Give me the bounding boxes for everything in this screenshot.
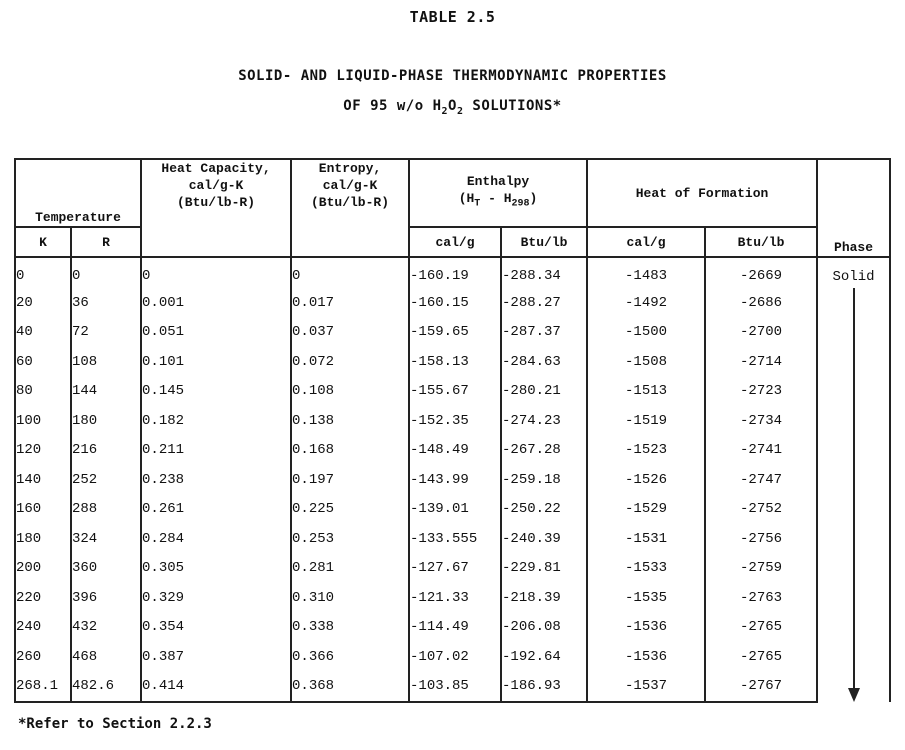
enth-mid: - H	[480, 191, 512, 207]
table-row	[15, 318, 890, 348]
title-sub1: 2	[441, 105, 449, 117]
table-row	[15, 465, 890, 495]
cell-hof-btu: -2767	[705, 672, 817, 703]
cell-enthalpy-btu: -288.27	[501, 288, 587, 318]
cell-k: 120	[15, 436, 71, 466]
cell-heat-capacity: 0.354	[141, 613, 291, 643]
cell-enthalpy-btu: -267.28	[501, 436, 587, 466]
table-body	[15, 257, 890, 702]
phase-label: Solid	[832, 269, 875, 285]
table-title-line1: SOLID- AND LIQUID-PHASE THERMODYNAMIC PROPERTIES	[238, 68, 667, 84]
enthalpy-header-line2	[410, 190, 586, 213]
cell-enthalpy-cal: -139.01	[409, 495, 501, 525]
cell-entropy: 0	[291, 257, 409, 288]
cell-r: 396	[71, 583, 141, 613]
cell-enthalpy-cal: -114.49	[409, 613, 501, 643]
cell-hof-cal: -1529	[587, 495, 705, 525]
cell-enthalpy-cal: -152.35	[409, 406, 501, 436]
cell-heat-capacity: 0.387	[141, 642, 291, 672]
cell-r: 432	[71, 613, 141, 643]
cell-hof-cal: -1523	[587, 436, 705, 466]
cell-k: 260	[15, 642, 71, 672]
cell-entropy: 0.368	[291, 672, 409, 703]
cell-entropy: 0.037	[291, 318, 409, 348]
enthalpy-header-line1: Enthalpy	[466, 174, 530, 190]
table-title-line2	[0, 98, 905, 117]
cell-hof-cal: -1531	[587, 524, 705, 554]
cell-enthalpy-cal: -155.67	[409, 377, 501, 407]
cell-k: 200	[15, 554, 71, 584]
cell-hof-btu: -2734	[705, 406, 817, 436]
cell-enthalpy-cal: -159.65	[409, 318, 501, 348]
cell-entropy: 0.338	[291, 613, 409, 643]
cell-heat-capacity: 0.414	[141, 672, 291, 703]
cell-k: 160	[15, 495, 71, 525]
title-sub2: 2	[456, 105, 464, 117]
enthalpy-header	[409, 159, 587, 227]
table-row	[15, 554, 890, 584]
cell-k: 0	[15, 257, 71, 288]
cell-r: 468	[71, 642, 141, 672]
cell-entropy: 0.108	[291, 377, 409, 407]
table-row	[15, 495, 890, 525]
cell-hof-btu: -2765	[705, 613, 817, 643]
cell-entropy: 0.017	[291, 288, 409, 318]
cell-enthalpy-cal: -107.02	[409, 642, 501, 672]
cell-r: 36	[71, 288, 141, 318]
table-row	[15, 672, 890, 703]
hc-header-line3: (Btu/lb-R)	[177, 195, 256, 210]
cell-entropy: 0.072	[291, 347, 409, 377]
cell-entropy: 0.253	[291, 524, 409, 554]
cell-r: 482.6	[71, 672, 141, 703]
ent-header-line2: cal/g-K	[322, 178, 378, 193]
cell-k: 40	[15, 318, 71, 348]
table-row	[15, 436, 890, 466]
cell-k: 60	[15, 347, 71, 377]
cell-hof-btu: -2700	[705, 318, 817, 348]
footnote: *Refer to Section 2.2.3	[18, 716, 212, 732]
cell-heat-capacity: 0.051	[141, 318, 291, 348]
heat-of-formation-header: Heat of Formation	[587, 159, 817, 227]
cell-hof-cal: -1519	[587, 406, 705, 436]
cell-r: 252	[71, 465, 141, 495]
table-row	[15, 377, 890, 407]
cell-k: 80	[15, 377, 71, 407]
cell-enthalpy-btu: -284.63	[501, 347, 587, 377]
cell-r: 360	[71, 554, 141, 584]
cell-r: 216	[71, 436, 141, 466]
cell-hof-cal: -1500	[587, 318, 705, 348]
enthalpy-cal-header: cal/g	[409, 227, 501, 257]
cell-entropy: 0.168	[291, 436, 409, 466]
cell-hof-btu: -2686	[705, 288, 817, 318]
cell-enthalpy-btu: -287.37	[501, 318, 587, 348]
cell-hof-btu: -2747	[705, 465, 817, 495]
cell-hof-btu: -2714	[705, 347, 817, 377]
cell-heat-capacity: 0.284	[141, 524, 291, 554]
cell-enthalpy-btu: -259.18	[501, 465, 587, 495]
phase-cell	[817, 257, 890, 702]
cell-r: 72	[71, 318, 141, 348]
hof-cal-header: cal/g	[587, 227, 705, 257]
cell-hof-btu: -2759	[705, 554, 817, 584]
cell-k: 100	[15, 406, 71, 436]
cell-entropy: 0.310	[291, 583, 409, 613]
hc-header-line2: cal/g-K	[188, 178, 244, 193]
cell-enthalpy-btu: -240.39	[501, 524, 587, 554]
table-row	[15, 583, 890, 613]
cell-enthalpy-btu: -192.64	[501, 642, 587, 672]
hof-btu-header: Btu/lb	[705, 227, 817, 257]
phase-header: Phase	[817, 159, 890, 257]
cell-enthalpy-cal: -143.99	[409, 465, 501, 495]
table-row	[15, 347, 890, 377]
cell-enthalpy-cal: -127.67	[409, 554, 501, 584]
cell-k: 140	[15, 465, 71, 495]
cell-hof-btu: -2765	[705, 642, 817, 672]
cell-r: 108	[71, 347, 141, 377]
temperature-header: Temperature	[15, 159, 141, 227]
title-suffix: SOLUTIONS*	[463, 98, 562, 114]
cell-hof-cal: -1508	[587, 347, 705, 377]
enth-open: (H	[458, 191, 475, 207]
cell-entropy: 0.281	[291, 554, 409, 584]
cell-enthalpy-cal: -158.13	[409, 347, 501, 377]
cell-hof-btu: -2669	[705, 257, 817, 288]
table-row	[15, 288, 890, 318]
cell-enthalpy-btu: -274.23	[501, 406, 587, 436]
cell-enthalpy-btu: -288.34	[501, 257, 587, 288]
phase-arrow-shaft	[853, 288, 855, 694]
cell-heat-capacity: 0.211	[141, 436, 291, 466]
cell-enthalpy-cal: -160.19	[409, 257, 501, 288]
cell-heat-capacity: 0.001	[141, 288, 291, 318]
cell-hof-cal: -1535	[587, 583, 705, 613]
cell-hof-cal: -1536	[587, 642, 705, 672]
entropy-header	[291, 159, 409, 257]
cell-k: 20	[15, 288, 71, 318]
table-row	[15, 257, 890, 288]
cell-hof-btu: -2741	[705, 436, 817, 466]
table-row	[15, 524, 890, 554]
cell-r: 144	[71, 377, 141, 407]
table-row	[15, 642, 890, 672]
cell-heat-capacity: 0.305	[141, 554, 291, 584]
cell-hof-cal: -1537	[587, 672, 705, 703]
cell-enthalpy-cal: -148.49	[409, 436, 501, 466]
ent-header-line3: (Btu/lb-R)	[311, 195, 390, 210]
thermo-properties-table	[14, 158, 891, 703]
heat-capacity-header	[141, 159, 291, 257]
cell-hof-cal: -1533	[587, 554, 705, 584]
hc-header-line1: Heat Capacity,	[161, 161, 271, 176]
enth-sub1: T	[474, 198, 481, 210]
cell-enthalpy-cal: -160.15	[409, 288, 501, 318]
enth-sub2: 298	[511, 198, 530, 210]
cell-entropy: 0.197	[291, 465, 409, 495]
cell-entropy: 0.138	[291, 406, 409, 436]
cell-hof-btu: -2763	[705, 583, 817, 613]
cell-hof-cal: -1513	[587, 377, 705, 407]
cell-hof-cal: -1536	[587, 613, 705, 643]
cell-hof-cal: -1492	[587, 288, 705, 318]
enthalpy-btu-header: Btu/lb	[501, 227, 587, 257]
down-arrow-icon	[848, 688, 860, 702]
cell-enthalpy-btu: -206.08	[501, 613, 587, 643]
title-mid: O	[448, 98, 457, 114]
cell-k: 268.1	[15, 672, 71, 703]
cell-hof-btu: -2756	[705, 524, 817, 554]
title-prefix: OF 95 w/o H	[343, 98, 442, 114]
cell-heat-capacity: 0.261	[141, 495, 291, 525]
cell-r: 180	[71, 406, 141, 436]
table-number: TABLE 2.5	[409, 8, 496, 26]
table-row	[15, 406, 890, 436]
cell-hof-btu: -2723	[705, 377, 817, 407]
cell-enthalpy-cal: -133.555	[409, 524, 501, 554]
cell-enthalpy-btu: -229.81	[501, 554, 587, 584]
cell-hof-cal: -1483	[587, 257, 705, 288]
cell-enthalpy-cal: -121.33	[409, 583, 501, 613]
cell-heat-capacity: 0.101	[141, 347, 291, 377]
cell-heat-capacity: 0.182	[141, 406, 291, 436]
cell-enthalpy-btu: -280.21	[501, 377, 587, 407]
cell-entropy: 0.366	[291, 642, 409, 672]
cell-k: 220	[15, 583, 71, 613]
cell-r: 288	[71, 495, 141, 525]
cell-enthalpy-btu: -250.22	[501, 495, 587, 525]
ent-header-line1: Entropy,	[318, 161, 382, 176]
cell-k: 240	[15, 613, 71, 643]
cell-enthalpy-cal: -103.85	[409, 672, 501, 703]
enth-close: )	[529, 191, 538, 207]
cell-heat-capacity: 0.145	[141, 377, 291, 407]
cell-entropy: 0.225	[291, 495, 409, 525]
cell-k: 180	[15, 524, 71, 554]
k-header: K	[15, 227, 71, 257]
cell-r: 0	[71, 257, 141, 288]
cell-heat-capacity: 0	[141, 257, 291, 288]
cell-r: 324	[71, 524, 141, 554]
cell-heat-capacity: 0.329	[141, 583, 291, 613]
cell-hof-cal: -1526	[587, 465, 705, 495]
cell-enthalpy-btu: -218.39	[501, 583, 587, 613]
cell-enthalpy-btu: -186.93	[501, 672, 587, 703]
table-row	[15, 613, 890, 643]
r-header: R	[71, 227, 141, 257]
cell-hof-btu: -2752	[705, 495, 817, 525]
cell-heat-capacity: 0.238	[141, 465, 291, 495]
